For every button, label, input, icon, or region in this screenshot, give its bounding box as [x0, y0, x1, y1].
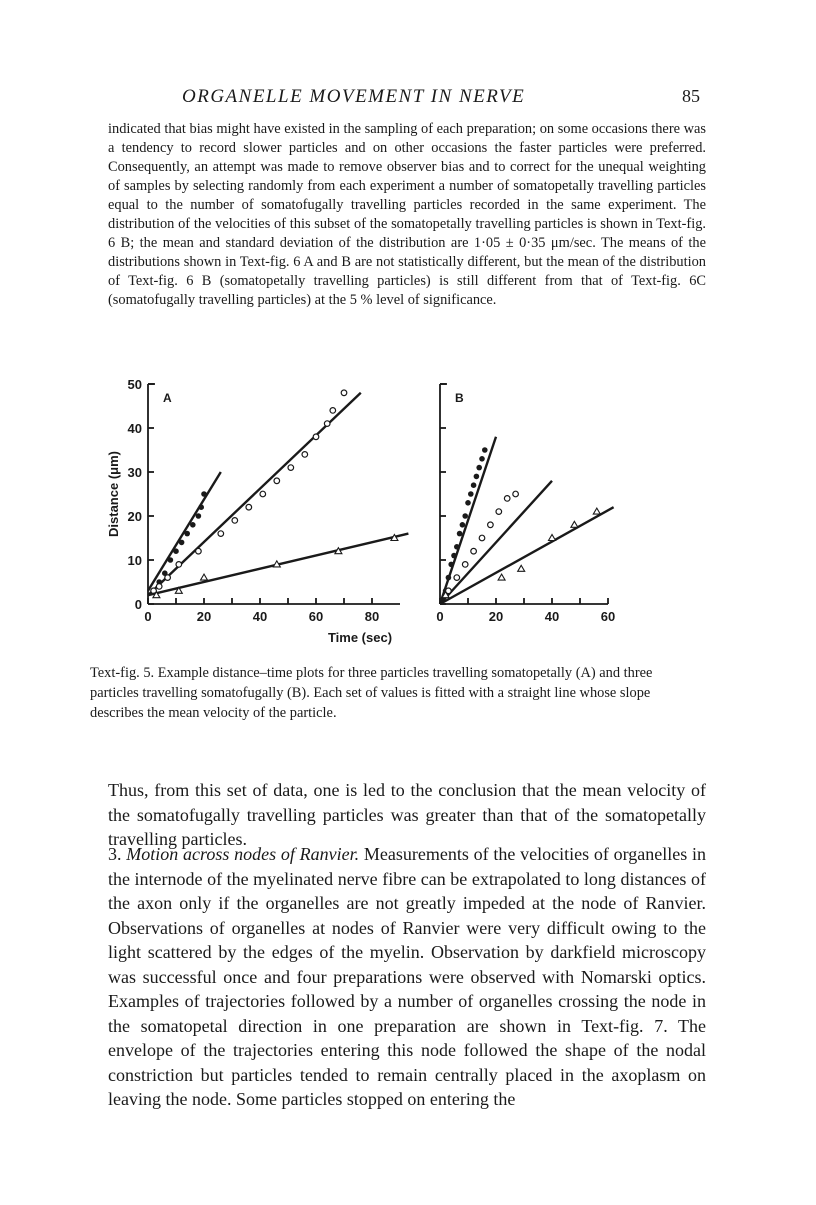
y-tick-label: 40 — [127, 421, 142, 436]
data-point-open — [274, 478, 280, 484]
data-point-filled — [196, 513, 202, 519]
paragraph-1: indicated that bias might have existed in the sampling of each preparation; on some occasions there was a tendency to record slower particles and on other occasions the faster particles were preferred. Consequently, an attempt was made to remove observer bias and to correct for the unequal weighting of samples by selecting randomly from each experiment a number of somatopetally travelling particles equal to the number of somatofugally travelling particles recorded in the same experiment. The distribution of the velocities of this subset of the somatopetally travelling particles is shown in Text-fig. 6 B; the mean and standard deviation of the distribution are 1·05 ± 0·35 μm/sec. The means of the distributions shown in Text-fig. 6 A and B are not statistically different, but the mean of the distribution of Text-fig. 6 B (somatopetally travelling particles) is still different from that of Text-fig. 6C (somatofugally travelling particles) at the 5 % level of significance. — [108, 121, 706, 308]
running-title: ORGANELLE MOVEMENT IN NERVE — [182, 86, 526, 107]
data-point-open — [330, 408, 336, 414]
data-point-open — [288, 465, 294, 471]
y-tick-label: 0 — [134, 597, 142, 612]
x-tick-label: 20 — [196, 609, 212, 624]
data-point-triangle — [593, 508, 600, 514]
x-tick-label: 20 — [488, 609, 504, 624]
data-point-open — [488, 522, 494, 528]
y-axis-label: Distance (μm) — [106, 451, 121, 537]
figure-caption: Text-fig. 5. Example distance–time plots for three particles travelling somatopetally (A) and three particles travelling somatofugally (B). Each set of values is fitted with a straight line whose slope describes the mean velocity of the particle. — [90, 665, 653, 721]
data-point-open — [302, 452, 308, 458]
data-point-filled — [479, 456, 485, 462]
page-header — [108, 86, 706, 110]
data-point-filled — [451, 553, 457, 559]
data-point-open — [176, 562, 182, 568]
y-tick-label: 50 — [127, 377, 142, 392]
data-point-filled — [184, 531, 190, 537]
data-point-open — [324, 421, 330, 427]
x-tick-label: 40 — [544, 609, 560, 624]
data-point-triangle — [571, 521, 578, 527]
x-tick-label: 60 — [308, 609, 324, 624]
data-point-triangle — [549, 535, 556, 541]
x-tick-label: 80 — [364, 609, 380, 624]
data-point-filled — [454, 544, 460, 550]
x-tick-label: 0 — [144, 609, 152, 624]
data-point-open — [462, 562, 468, 568]
data-point-filled — [465, 500, 471, 506]
y-tick-label: 10 — [127, 553, 142, 568]
data-point-open — [504, 496, 510, 502]
data-point-open — [454, 575, 460, 581]
x-tick-label: 60 — [600, 609, 616, 624]
text-fig-5 — [100, 374, 620, 650]
data-point-filled — [198, 504, 204, 510]
fit-line-B-2 — [440, 507, 614, 604]
x-axis-label: Time (sec) — [327, 630, 393, 645]
section-text: Measurements of the velocities of organelles in the internode of the myelinated nerve fibre can be extrapolated to long distances of the axon only if the organelles are not greatly impeded at the node of Ranvier. Observations of organelles at nodes of Ranvier were very difficult owing to the light scattered by the edges of the myelin. Observation by darkfield microscopy was successful once and four preparations were observed with Nomarski optics. Examples of trajectories followed by a number of organelles crossing the node in the somatopetal direction in one preparation are shown in Text-fig. 7. The envelope of the trajectories entering this node followed the shape of the nodal constriction but particles tended to remain centrally placed in the axoplasm on leaving the node. Some particles stopped on entering the — [108, 844, 707, 1109]
data-point-filled — [460, 522, 466, 528]
data-point-filled — [201, 491, 207, 497]
data-point-filled — [448, 562, 454, 568]
data-point-open — [513, 491, 519, 497]
panel-label-B: B — [455, 391, 464, 405]
data-point-filled — [179, 540, 185, 546]
x-tick-label: 0 — [436, 609, 444, 624]
data-point-open — [260, 491, 266, 497]
data-point-filled — [471, 482, 477, 488]
data-point-filled — [190, 522, 196, 528]
y-tick-label: 20 — [127, 509, 142, 524]
panel-label-A: A — [163, 391, 172, 405]
data-point-filled — [168, 557, 174, 563]
section-heading: Motion across nodes of Ranvier. — [126, 844, 360, 864]
data-point-triangle — [201, 574, 208, 580]
data-point-filled — [474, 474, 480, 480]
x-tick-label: 40 — [252, 609, 268, 624]
data-point-open — [471, 548, 477, 554]
data-point-filled — [173, 548, 179, 554]
data-point-open — [479, 535, 485, 541]
data-point-filled — [476, 465, 482, 471]
y-tick-label: 30 — [127, 465, 142, 480]
data-point-open — [232, 518, 238, 524]
paragraph-2: Thus, from this set of data, one is led to the conclusion that the mean velocity of the somatofugally travelling particles was greater than that of the somatopetally travelling particles. — [108, 780, 706, 849]
data-point-open — [246, 504, 252, 510]
page-number: 85 — [682, 86, 700, 106]
distance-time-chart — [100, 374, 620, 650]
paragraph-3 — [108, 842, 706, 1112]
section-number: 3. — [108, 844, 122, 864]
data-point-triangle — [498, 574, 505, 580]
data-point-open — [341, 390, 347, 396]
fit-line-A-0 — [148, 472, 221, 591]
data-point-open — [218, 531, 224, 537]
data-point-open — [313, 434, 319, 440]
data-point-filled — [482, 447, 488, 453]
data-point-open — [196, 548, 202, 554]
data-point-filled — [462, 513, 468, 519]
data-point-filled — [457, 531, 463, 537]
data-point-triangle — [518, 565, 525, 571]
data-point-filled — [446, 575, 452, 581]
data-point-open — [165, 575, 171, 581]
data-point-open — [156, 584, 162, 590]
data-point-filled — [468, 491, 474, 497]
data-point-open — [496, 509, 502, 515]
fit-line-B-1 — [440, 481, 552, 604]
